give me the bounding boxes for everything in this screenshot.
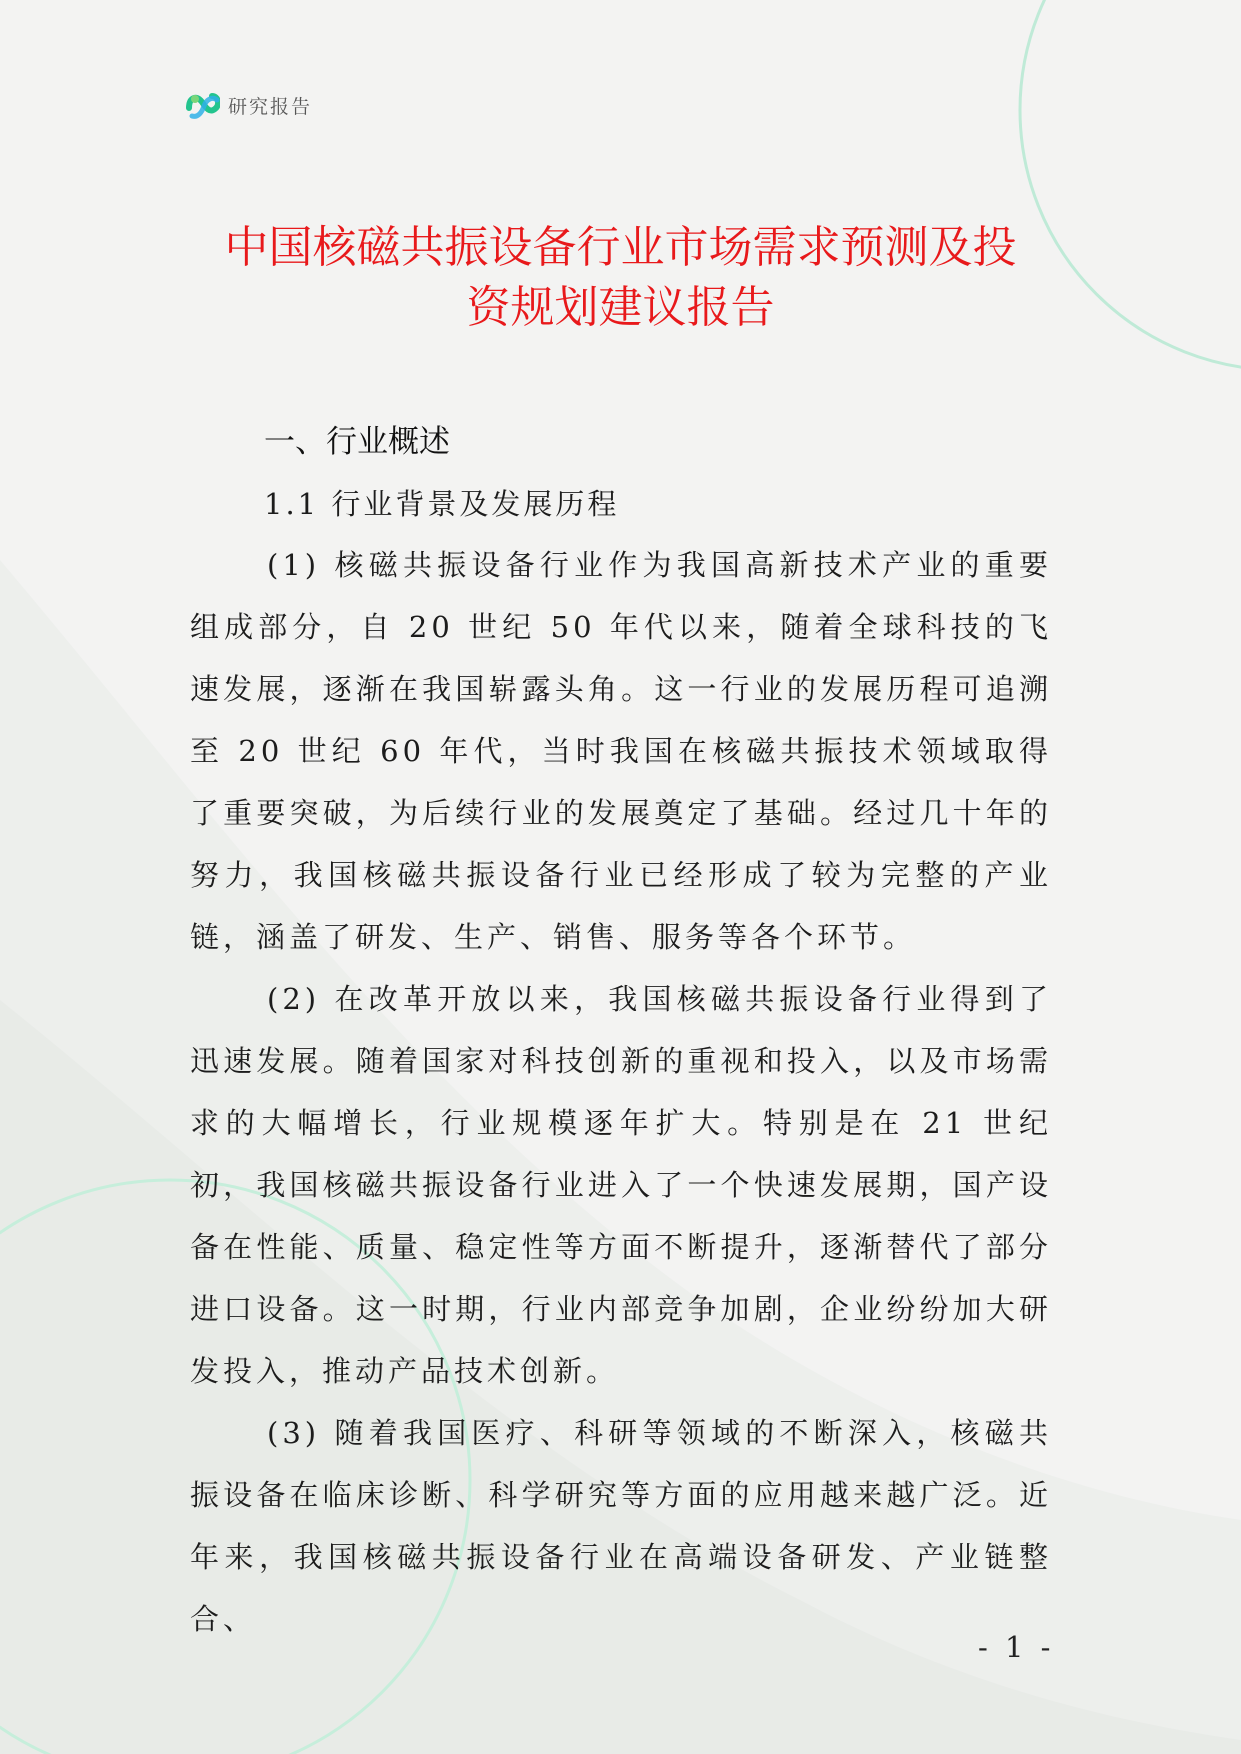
paragraph-3: (3) 随着我国医疗、科研等领域的不断深入，核磁共振设备在临床诊断、科学研究等方面的应用越来越广泛。近年来，我国核磁共振设备行业在高端设备研发、产业链整合、 xyxy=(190,1416,1052,1636)
body-text xyxy=(190,534,1052,1650)
brand-header xyxy=(186,88,312,122)
brand-label: 研究报告 xyxy=(228,95,313,118)
subsection-heading: 1.1 行业背景及发展历程 xyxy=(264,487,620,521)
section-heading: 一、行业概述 xyxy=(264,424,450,460)
paragraph-2: (2) 在改革开放以来，我国核磁共振设备行业得到了迅速发展。随着国家对科技创新的重视和投入，以及市场需求的大幅增长，行业规模逐年扩大。特别是在 21 世纪初，我国核磁共振设备行业进入了一个快速发展期，国产设备在性能、质量、稳定性等方面不断提升，逐渐替代了部分进口设备。这一时期，行业内部竞争加剧，企业纷纷加大研发投入，推动产品技术创新。 xyxy=(190,982,1052,1388)
page-number: - 1 - xyxy=(978,1630,1055,1664)
report-title xyxy=(150,218,1091,338)
report-title-line-1: 中国核磁共振设备行业市场需求预测及投 xyxy=(224,222,1017,273)
brand-logo-icon xyxy=(186,88,220,122)
paragraph-1: (1) 核磁共振设备行业作为我国高新技术产业的重要组成部分，自 20 世纪 50 年代以来，随着全球科技的飞速发展，逐渐在我国崭露头角。这一行业的发展历程可追溯至 20 世纪 60 年代，当时我国在核磁共振技术领域取得了重要突破，为后续行业的发展奠定了基础。经过几十年的努力，我国核磁共振设备行业已经形成了较为完整的产业链，涵盖了研发、生产、销售、服务等各个环节。 xyxy=(190,548,1052,954)
report-title-line-2: 资规划建议报告 xyxy=(466,282,775,333)
